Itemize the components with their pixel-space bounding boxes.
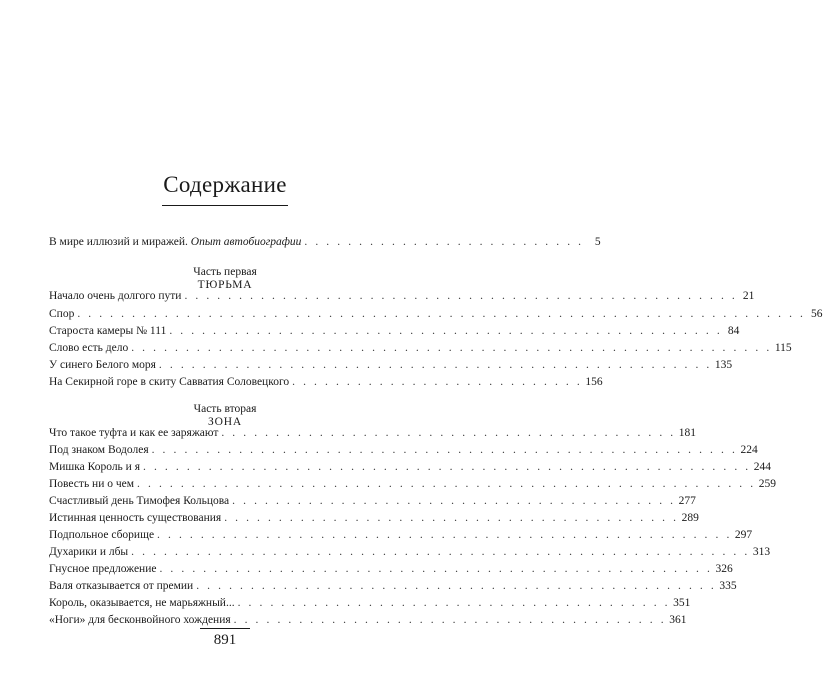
toc-leader-dots: . . . . . . . . . . . . . . . . . . . . . . . . . . . . . . . . . . . . . . . . . . . . . . . . . . . . . . . . . . . . . . . . . . . [77, 308, 806, 320]
toc-entry-title: В мире иллюзий и миражей. Опыт автобиографии [49, 236, 302, 248]
toc-entry-title: Гнусное предложение [49, 563, 157, 575]
part-caption: Часть первая [193, 266, 257, 278]
toc-leader-dots: . . . . . . . . . . . . . . . . . . . . . . . . . . . . . . . . . . . . . . . . . . . . . . . . . . . [169, 325, 723, 337]
toc-entry [49, 477, 776, 492]
toc-entry-title: Слово есть дело [49, 342, 129, 354]
toc-entry [49, 460, 771, 475]
toc-entry-title: Начало очень долгого пути [49, 290, 182, 302]
toc-leader-dots: . . . . . . . . . . . . . . . . . . . . . . . . . . . . . . . . . . . . . . . . . . . . . . . . . . . [184, 290, 738, 302]
toc-entry-page: 313 [752, 546, 771, 558]
toc-leader-dots: . . . . . . . . . . . . . . . . . . . . . . . . . . . [292, 376, 583, 388]
toc-entry-page: 56 [811, 308, 823, 320]
part-caption: Часть вторая [193, 403, 257, 415]
toc-entry [49, 289, 755, 304]
folio-rule [200, 628, 250, 629]
toc-entry-page: 5 [594, 236, 601, 248]
toc-entry-title: Счастливый день Тимофея Кольцова [49, 495, 230, 507]
page-number: 891 [213, 632, 237, 648]
toc-entry [49, 613, 687, 628]
toc-leader-dots: . . . . . . . . . . . . . . . . . . . . . . . . . . [304, 236, 584, 248]
toc-entry-title: Спор [49, 308, 75, 320]
page-title: Содержание [163, 172, 287, 197]
toc-entry [49, 358, 733, 373]
toc-entry [49, 562, 733, 577]
toc-entry-title: Мишка Король и я [49, 461, 141, 473]
toc-entry [49, 494, 696, 509]
toc-entry [49, 596, 691, 611]
toc-leader-dots: . . . . . . . . . . . . . . . . . . . . . . . . . . . . . . . . . . . . . . . . . . [224, 512, 679, 524]
toc-entry [49, 443, 758, 458]
toc-entry-page: 326 [715, 563, 733, 575]
toc-entry-page: 21 [742, 290, 755, 302]
toc-leader-dots: . . . . . . . . . . . . . . . . . . . . . . . . . . . . . . . . . . . . . . . . . . [221, 427, 676, 439]
toc-entry-title: Под знаком Водолея [49, 444, 149, 456]
toc-entry-title: «Ноги» для бесконвойного хождения [49, 614, 231, 626]
toc-entry-page: 135 [714, 359, 733, 371]
toc-leader-dots: . . . . . . . . . . . . . . . . . . . . . . . . . . . . . . . . . . . . . . . . . . . . . . . . . . . [158, 359, 712, 371]
part-name: ТЮРЬМА [197, 279, 253, 291]
title-underline [162, 205, 288, 206]
toc-leader-dots: . . . . . . . . . . . . . . . . . . . . . . . . . . . . . . . . . . . . . . . . . . . . . . . . . . . [159, 563, 713, 575]
toc-leader-dots: . . . . . . . . . . . . . . . . . . . . . . . . . . . . . . . . . . . . . . . . . [232, 495, 676, 507]
toc-entry-title: Истинная ценность существования [49, 512, 222, 524]
toc-entry-page: 156 [585, 376, 603, 388]
toc-entry-page: 297 [734, 529, 753, 541]
toc-entry [49, 528, 753, 543]
toc-entry-title: Что такое туфта и как ее заряжают [49, 427, 219, 439]
toc-entry-page: 361 [669, 614, 687, 626]
toc-entry-page: 181 [678, 427, 697, 439]
toc-entry-page: 224 [740, 444, 758, 456]
toc-entry [49, 426, 697, 441]
toc-leader-dots: . . . . . . . . . . . . . . . . . . . . . . . . . . . . . . . . . . . . . . . . . . . . . . . . [196, 580, 717, 592]
toc-leader-dots: . . . . . . . . . . . . . . . . . . . . . . . . . . . . . . . . . . . . . . . . . . . . . . . . . . . . . . . . . [137, 478, 756, 490]
toc-entry-title: Подпольное сборище [49, 529, 155, 541]
toc-entry-page: 335 [719, 580, 737, 592]
part-name: ЗОНА [208, 416, 242, 428]
toc-entry-page: 259 [758, 478, 776, 490]
toc-entry-page: 351 [673, 597, 691, 609]
toc-entry-title: На Секирной горе в скиту Савватия Соловецкого [49, 376, 290, 388]
toc-leader-dots: . . . . . . . . . . . . . . . . . . . . . . . . . . . . . . . . . . . . . . . . . . . . . . . . . . . . . . . . [143, 461, 751, 473]
toc-leader-dots: . . . . . . . . . . . . . . . . . . . . . . . . . . . . . . . . . . . . . . . . . . . . . . . . . . . . . . . . . . . [131, 342, 772, 354]
toc-entry-title: Повесть ни о чем [49, 478, 135, 490]
toc-entry-intro [49, 235, 601, 250]
toc-entry-title: У синего Белого моря [49, 359, 156, 371]
toc-leader-dots: . . . . . . . . . . . . . . . . . . . . . . . . . . . . . . . . . . . . . . . . . . . . . . . . . . . . . [157, 529, 732, 541]
toc-entry [49, 545, 771, 560]
toc-leader-dots: . . . . . . . . . . . . . . . . . . . . . . . . . . . . . . . . . . . . . . . . . . . . . . . . . . . . . . . . . [131, 546, 750, 558]
toc-entry [49, 375, 603, 390]
toc-entry [49, 324, 740, 339]
toc-leader-dots: . . . . . . . . . . . . . . . . . . . . . . . . . . . . . . . . . . . . . . . . [237, 597, 671, 609]
toc-entry-title: Король, оказывается, не марьяжный... [49, 597, 235, 609]
toc-entry-title: Духарики и лбы [49, 546, 129, 558]
toc-entry-page: 289 [681, 512, 699, 524]
toc-entry-page: 84 [727, 325, 740, 337]
toc-entry-page: 277 [678, 495, 696, 507]
toc-leader-dots: . . . . . . . . . . . . . . . . . . . . . . . . . . . . . . . . . . . . . . . . [233, 614, 667, 626]
toc-entry [49, 307, 823, 322]
toc-entry-page: 115 [774, 342, 792, 354]
toc-leader-dots: . . . . . . . . . . . . . . . . . . . . . . . . . . . . . . . . . . . . . . . . . . . . . . . . . . . . . . [151, 444, 738, 456]
toc-entry [49, 341, 792, 356]
toc-entry [49, 579, 737, 594]
toc-entry-title: Староста камеры № 111 [49, 325, 167, 337]
toc-entry-title: Валя отказывается от премии [49, 580, 194, 592]
toc-entry [49, 511, 699, 526]
toc-entry-page: 244 [753, 461, 771, 473]
